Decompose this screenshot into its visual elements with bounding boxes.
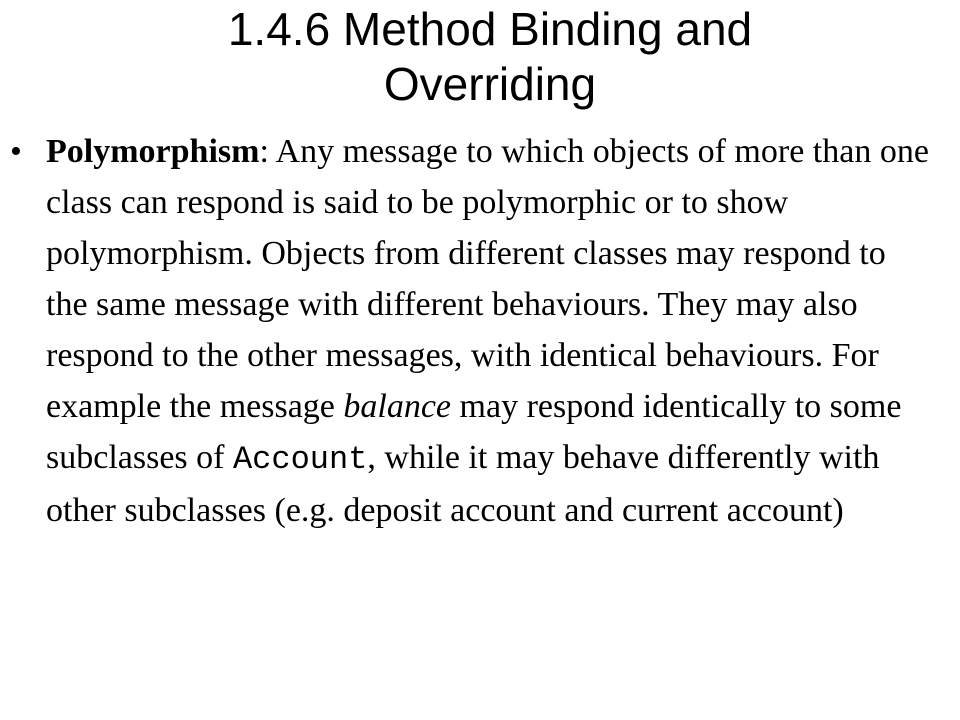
text-subclasses: may respond identically to some subclasses of [46, 388, 902, 476]
text-definition: : Any message to which objects of more than one class can respond is said to be polymorphic or to show polymorphism. Objects from different classes may respond to the same message with different behaviours. They may also respond to the other messages, with identical behaviours. For example the message [46, 133, 929, 425]
emphasis-balance: balance [343, 388, 452, 425]
term-polymorphism: Polymorphism [46, 133, 260, 170]
bullet-dot-icon: • [10, 133, 22, 170]
slide-title [60, 2, 920, 112]
bullet-paragraph [46, 126, 930, 536]
title-line-2: Overriding [383, 58, 597, 111]
title-line-1: 1.4.6 Method Binding and [227, 3, 753, 55]
code-account: Account [232, 441, 368, 478]
bullet-item [10, 126, 930, 536]
text-conclusion: , while it may behave differently with other subclasses (e.g. deposit account and current account) [46, 439, 880, 529]
